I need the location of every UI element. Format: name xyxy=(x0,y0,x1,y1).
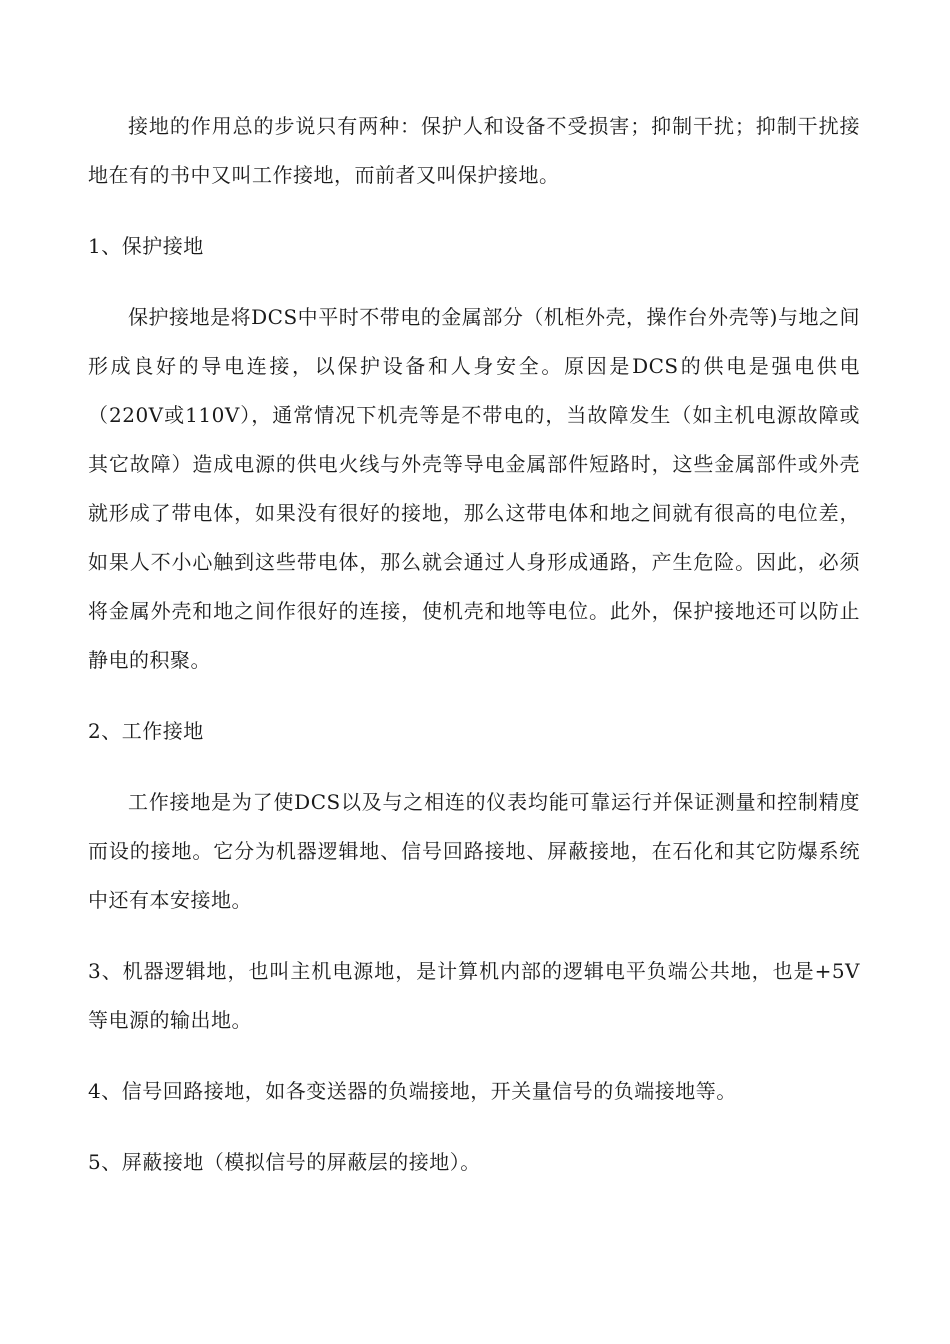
document-body xyxy=(88,102,860,1187)
list-item-logic-ground: 3、机器逻辑地，也叫主机电源地，是计算机内部的逻辑电平负端公共地，也是+5V等电源的输出地。 xyxy=(88,959,860,1032)
list-item-shield-ground: 5、屏蔽接地（模拟信号的屏蔽层的接地）。 xyxy=(88,1150,481,1174)
working-grounding-paragraph: 工作接地是为了使DCS以及与之相连的仪表均能可靠运行并保证测量和控制精度而设的接地。它分为机器逻辑地、信号回路接地、屏蔽接地，在石化和其它防爆系统中还有本安接地。 xyxy=(88,790,860,912)
protective-grounding-paragraph: 保护接地是将DCS中平时不带电的金属部分（机柜外壳，操作台外壳等)与地之间形成良好的导电连接，以保护设备和人身安全。原因是DCS的供电是强电供电（220V或110V），通常情况下机壳等是不带电的，当故障发生（如主机电源故障或其它故障）造成电源的供电火线与外壳等导电金属部件短路时，这些金属部件或外壳就形成了带电体，如果没有很好的接地，那么这带电体和地之间就有很高的电位差，如果人不小心触到这些带电体，那么就会通过人身形成通路，产生危险。因此，必须将金属外壳和地之间作很好的连接，使机壳和地等电位。此外，保护接地还可以防止静电的积聚。 xyxy=(88,305,860,672)
section-heading-protective-grounding: 1、保护接地 xyxy=(88,234,204,258)
section-heading-working-grounding: 2、工作接地 xyxy=(88,719,204,743)
list-item-signal-loop-ground: 4、信号回路接地，如各变送器的负端接地，开关量信号的负端接地等。 xyxy=(88,1079,737,1103)
intro-paragraph: 接地的作用总的步说只有两种：保护人和设备不受损害；抑制干扰；抑制干扰接地在有的书中又叫工作接地，而前者又叫保护接地。 xyxy=(88,114,860,187)
